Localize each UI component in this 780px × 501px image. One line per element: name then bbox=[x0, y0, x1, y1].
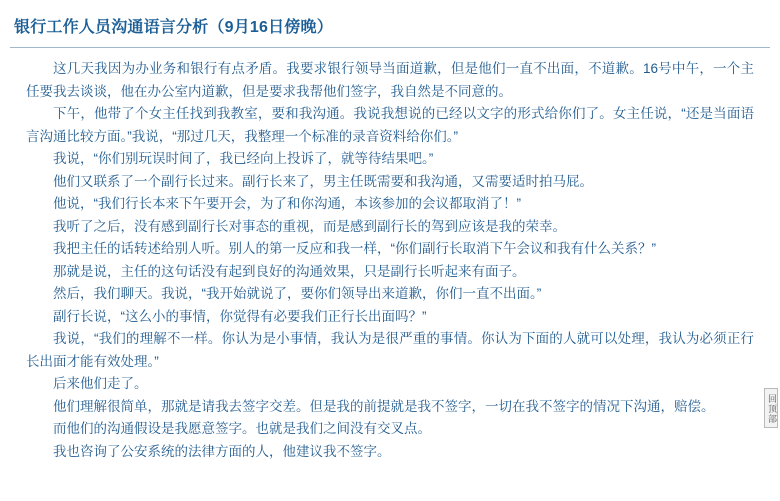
paragraph: 而他们的沟通假设是我愿意签字。也就是我们之间没有交叉点。 bbox=[53, 421, 431, 436]
paragraph: 我听了之后，没有感到副行长对事态的重视，而是感到副行长的驾到应该是我的荣幸。 bbox=[53, 218, 566, 234]
back-to-top-tab[interactable]: 回顶部 bbox=[764, 388, 778, 428]
paragraph: 后来他们走了。 bbox=[53, 376, 148, 391]
article-body bbox=[0, 48, 780, 463]
paragraph: 我说，“我们的理解不一样。你认为是小事情，我认为是很严重的事情。你认为下面的人就可以处理，我认为必须正行长出面才能有效处理。” bbox=[26, 331, 754, 369]
paragraph: 这几天我因为办业务和银行有点矛盾。我要求银行领导当面道歉，但是他们一直不出面，不道歉。16号中午，一个主任要我去谈谈，他在办公室内道歉，但是要求我帮他们签字，我自然是不同意的。 bbox=[26, 61, 754, 99]
page-title: 银行工作人员沟通语言分析（9月16日傍晚） bbox=[14, 19, 333, 36]
paragraph: 他们又联系了一个副行长过来。副行长来了，男主任既需要和我沟通，又需要适时拍马屁。 bbox=[53, 173, 593, 189]
paragraph: 我说，“你们别玩误时间了，我已经向上投诉了，就等待结果吧。” bbox=[53, 151, 434, 166]
paragraph: 他们理解很简单，那就是请我去签字交差。但是我的前提就是我不签字，一切在我不签字的情况下沟通，赔偿。 bbox=[53, 398, 715, 414]
paragraph: 我也咨询了公安系统的法律方面的人，他建议我不签字。 bbox=[53, 443, 391, 459]
paragraph: 那就是说，主任的这句话没有起到良好的沟通效果，只是副行长听起来有面子。 bbox=[53, 263, 526, 279]
title-bar bbox=[0, 0, 780, 43]
paragraph: 我把主任的话转述给别人听。别人的第一反应和我一样，“你们副行长取消下午会议和我有什么关系？” bbox=[53, 241, 656, 256]
paragraph: 然后，我们聊天。我说，“我开始就说了，要你们领导出来道歉，你们一直不出面。” bbox=[53, 286, 542, 301]
paragraph: 下午，他带了个女主任找到我教室，要和我沟通。我说我想说的已经以文字的形式给你们了。女主任说，“还是当面语言沟通比较方面。”我说，“那过几天，我整理一个标准的录音资料给你们。” bbox=[26, 106, 754, 144]
paragraph: 副行长说，“这么小的事情，你觉得有必要我们正行长出面吗？” bbox=[53, 308, 427, 324]
paragraph: 他说，“我们行长本来下午要开会，为了和你沟通，本该参加的会议都取消了！” bbox=[53, 196, 521, 211]
